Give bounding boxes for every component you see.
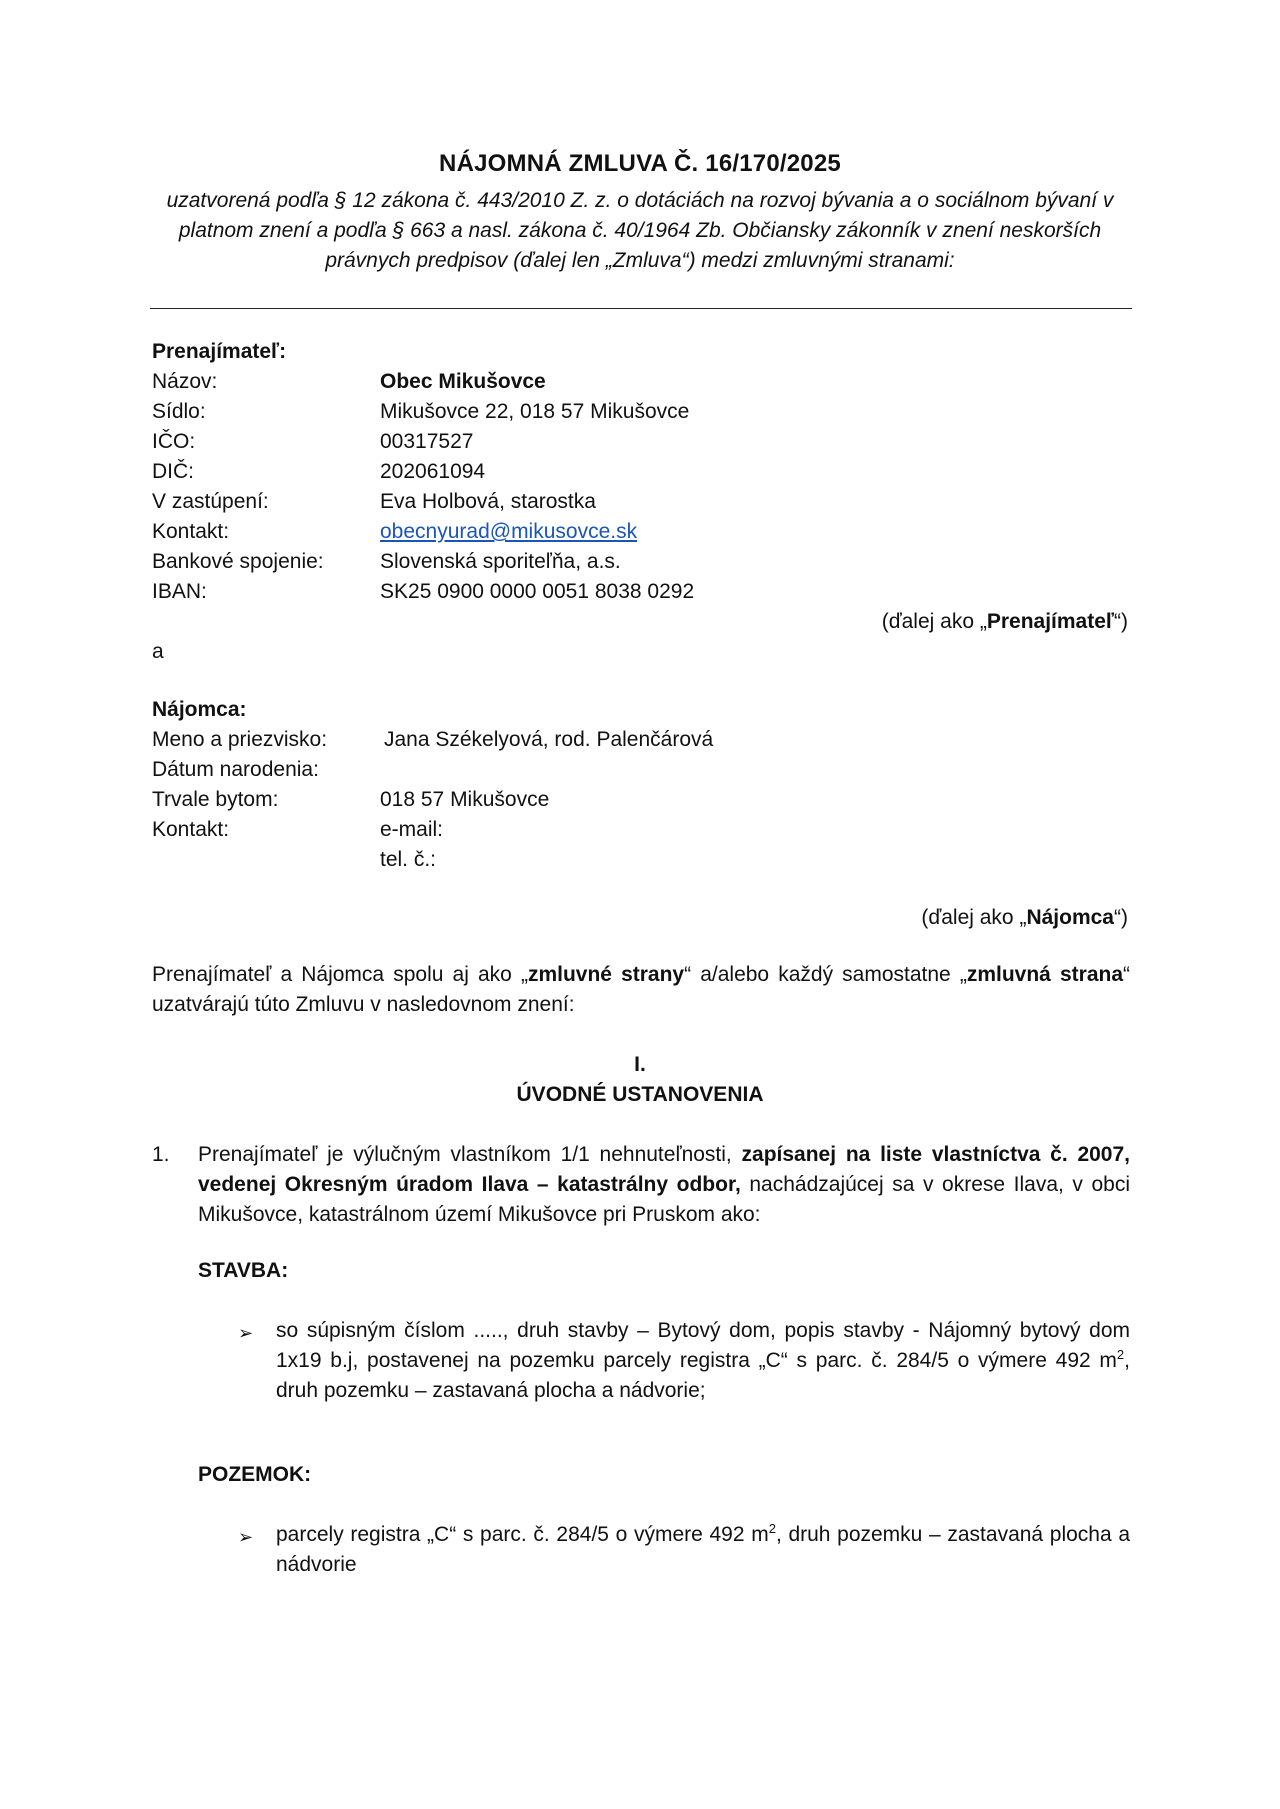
tenant-label-name: Meno a priezvisko:: [152, 728, 328, 751]
item-1-text-start: Prenajímateľ je výlučným vlastníkom 1/1 nehnuteľnosti,: [198, 1143, 742, 1166]
landlord-value-representative: Eva Holbová, starostka: [380, 490, 596, 513]
arrow-bullet-icon: ➢: [238, 1323, 254, 1343]
landlord-label-contact: Kontakt:: [152, 520, 230, 543]
landlord-alias-suffix: “): [1114, 610, 1128, 633]
landlord-email-link[interactable]: obecnyurad@mikusovce.sk: [380, 520, 638, 543]
land-text-b: , druh pozemku – zastavaná plocha a nádvorie: [276, 1523, 1131, 1576]
tenant-value-email: e-mail:: [380, 818, 444, 841]
parties-text-2: “ a/alebo každý samostatne „: [684, 963, 967, 986]
tenant-alias-prefix: (ďalej ako „: [921, 906, 1027, 929]
landlord-label-bank: Bankové spojenie:: [152, 550, 324, 573]
tenant-heading: Nájomca:: [152, 698, 247, 721]
landlord-heading: Prenajímateľ:: [152, 340, 287, 363]
landlord-value-name: Obec Mikušovce: [380, 370, 546, 393]
land-description: [276, 1520, 1130, 1580]
landlord-label-name: Názov:: [152, 370, 218, 393]
section-number: I.: [634, 1053, 646, 1076]
landlord-label-ico: IČO:: [152, 430, 196, 453]
header-divider: [150, 308, 1132, 309]
building-text-b: , druh pozemku – zastavaná plocha a nádvorie;: [276, 1349, 1130, 1402]
landlord-value-iban: SK25 0900 0000 0051 8038 0292: [380, 580, 695, 603]
landlord-label-representative: V zastúpení:: [152, 490, 269, 513]
building-text-a: so súpisným číslom ....., druh stavby – Bytový dom, popis stavby - Nájomný bytový dom 1x19 b.j, postavenej na pozemku parcely registra „C“ s parc. č. 284/5 o výmere 492 m: [276, 1319, 1130, 1372]
tenant-alias: [921, 903, 1128, 933]
section-title: ÚVODNÉ USTANOVENIA: [516, 1083, 764, 1106]
parties-bold-2: zmluvná strana: [966, 963, 1124, 986]
parties-text-1: Prenajímateľ a Nájomca spolu aj ako „: [152, 963, 528, 986]
land-superscript: 2: [768, 1521, 776, 1536]
building-superscript: 2: [1116, 1347, 1125, 1362]
landlord-label-seat: Sídlo:: [152, 400, 206, 423]
building-description: [276, 1316, 1130, 1406]
tenant-label-contact: Kontakt:: [152, 818, 230, 841]
item-1-text-bold: zapísanej na liste vlastníctva č. 2007, vedenej Okresným úradom Ilava – katastrálny odbor,: [198, 1143, 1130, 1196]
tenant-alias-suffix: “): [1114, 906, 1128, 929]
landlord-label-iban: IBAN:: [152, 580, 207, 603]
landlord-value-dic: 202061094: [380, 460, 486, 483]
parties-paragraph-line1: [152, 960, 1130, 990]
building-heading: STAVBA:: [198, 1259, 289, 1282]
land-heading: POZEMOK:: [198, 1463, 312, 1486]
tenant-label-residence: Trvale bytom:: [152, 788, 279, 811]
land-text-a: parcely registra „C“ s parc. č. 284/5 o výmere 492 m: [276, 1523, 769, 1546]
landlord-value-ico: 00317527: [380, 430, 474, 453]
tenant-alias-name: Nájomca: [1026, 906, 1114, 929]
landlord-value-bank: Slovenská sporiteľňa, a.s.: [380, 550, 621, 573]
tenant-value-phone: tel. č.:: [380, 848, 437, 871]
document-subtitle: uzatvorená podľa § 12 zákona č. 443/2010 Z. z. o dotáciách na rozvoj bývania a o sociálnom bývaní v platnom znení a podľa § 663 a nasl. zákona č. 40/1964 Zb. Občiansky zákonník v znení neskorších právnych predpisov (ďalej len „Zmluva“) medzi zmluvnými stranami:: [166, 189, 1114, 272]
item-number-1: 1.: [152, 1143, 170, 1166]
landlord-label-dic: DIČ:: [152, 460, 194, 483]
tenant-label-birthdate: Dátum narodenia:: [152, 758, 319, 781]
parties-paragraph-line2: uzatvárajú túto Zmluvu v nasledovnom znení:: [152, 993, 575, 1016]
conjunction-text: a: [152, 640, 164, 663]
item-1-text-end: nachádzajúcej sa v okrese Ilava, v obci Mikušovce, katastrálnom území Mikušovce pri Pruskom ako:: [198, 1173, 1130, 1226]
parties-bold-1: zmluvné strany: [527, 963, 685, 986]
tenant-value-name: Jana Székelyová, rod. Palenčárová: [384, 728, 714, 751]
arrow-bullet-icon: ➢: [238, 1527, 254, 1547]
landlord-alias-name: Prenajímateľ: [986, 610, 1114, 633]
item-1-text: [198, 1140, 1130, 1230]
tenant-value-residence: 018 57 Mikušovce: [380, 788, 550, 811]
landlord-alias-prefix: (ďalej ako „: [881, 610, 987, 633]
document-title: NÁJOMNÁ ZMLUVA Č. 16/170/2025: [439, 150, 841, 177]
landlord-alias: [882, 607, 1128, 637]
parties-text-3: “: [1123, 963, 1131, 986]
landlord-value-seat: Mikušovce 22, 018 57 Mikušovce: [380, 400, 690, 423]
